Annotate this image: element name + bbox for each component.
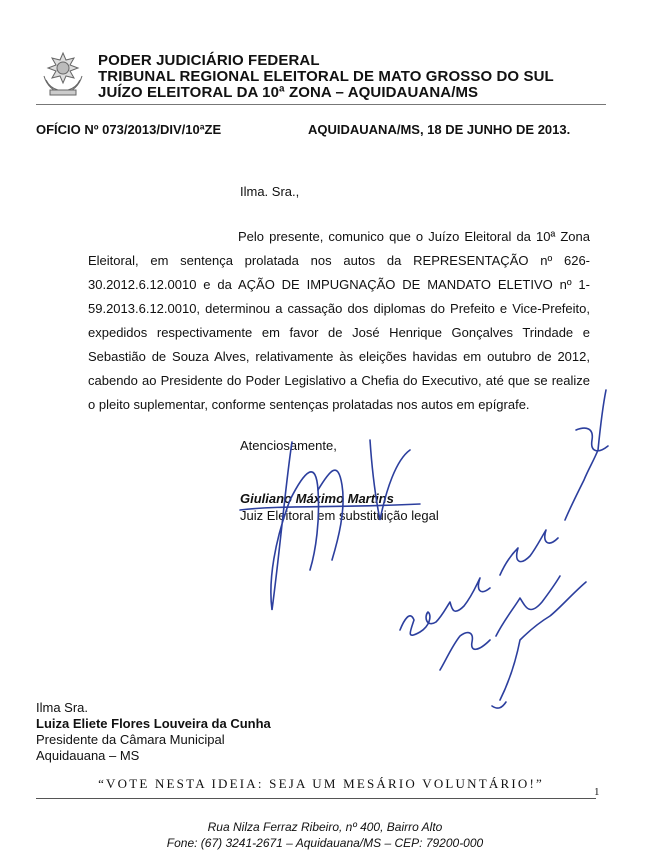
header-divider — [36, 104, 606, 105]
page-number: 1 — [594, 786, 600, 798]
closing: Atenciosamente, — [240, 438, 337, 453]
letter-body-text: Pelo presente, comunico que o Juízo Eleitoral da 10ª Zona Eleitoral, em sentença prolatada nos autos da REPRESENTAÇÃO nº 626-30.2012.6.12.0010 e da AÇÃO DE IMPUGNAÇÃO DE MANDATO ELETIVO nº 1-59.2013.6.12.0010, determinou a cassação dos diplomas do Prefeito e Vice-Prefeito, expedidos respectivamente em favor de José Henrique Gonçalves Trindade e Sebastião de Souza Alves, relativamente às eleições havidas em outubro de 2012, cabendo ao Presidente do Poder Legislativo a Chefia do Executivo, até que se realize o pleito suplementar, conforme sentenças prolatadas nos autos em epígrafe. — [88, 229, 590, 412]
signatory-name: Giuliano Máximo Martins — [240, 491, 394, 506]
header-tribunal-name: TRIBUNAL REGIONAL ELEITORAL DE MATO GROSSO DO SUL — [98, 68, 554, 85]
footer-contact: Fone: (67) 3241-2671 – Aquidauana/MS – CEP: 79200-000 — [166, 836, 484, 850]
addressee-title: Presidente da Câmara Municipal — [36, 732, 225, 747]
place-date: AQUIDAUANA/MS, 18 DE JUNHO DE 2013. — [308, 122, 571, 137]
addressee-city: Aquidauana – MS — [36, 748, 140, 763]
footer-divider — [36, 798, 596, 799]
footer-address: Rua Nilza Ferraz Ribeiro, nº 400, Bairro Alto — [207, 820, 443, 834]
header-court-name: PODER JUDICIÁRIO FEDERAL — [98, 52, 320, 69]
addressee-name: Luiza Eliete Flores Louveira da Cunha — [36, 716, 271, 731]
signatory-role: Juiz Eleitoral em substituição legal — [240, 508, 439, 523]
addressee-salutation: Ilma Sra. — [36, 700, 89, 715]
handwritten-receipt-note — [380, 370, 630, 720]
coat-of-arms-icon — [36, 50, 90, 98]
header-zone-name: JUÍZO ELEITORAL DA 10ª ZONA – AQUIDAUANA/MS — [98, 84, 479, 101]
salutation: Ilma. Sra., — [240, 184, 300, 199]
footer-motto: “VOTE NESTA IDEIA: SEJA UM MESÁRIO VOLUNTÁRIO!” — [98, 776, 544, 791]
office-number: OFÍCIO Nº 073/2013/DIV/10ªZE — [36, 122, 222, 137]
